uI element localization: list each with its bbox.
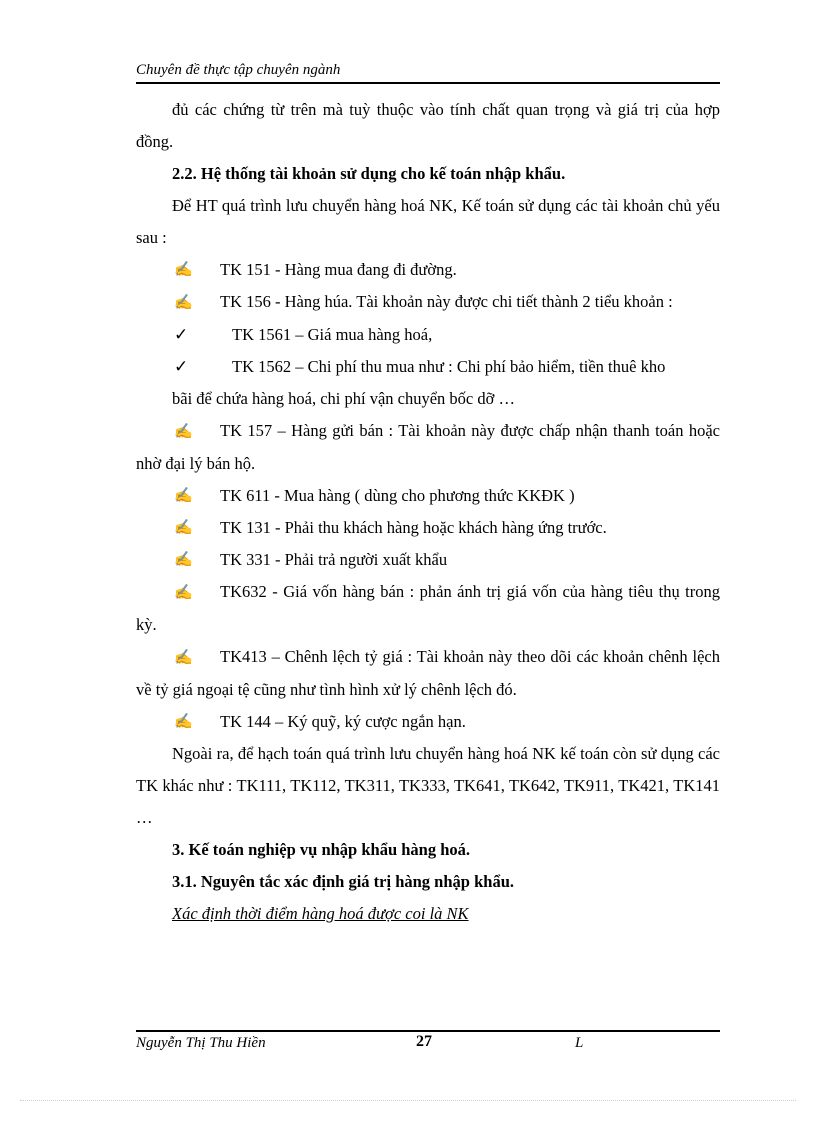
writing-hand-icon: ✍ <box>174 424 193 440</box>
writing-hand-icon: ✍ <box>174 650 193 666</box>
checkmark-icon: ✓ <box>174 357 189 376</box>
page-number: 27 <box>416 1033 432 1050</box>
list-item <box>136 544 720 576</box>
list-item-text: TK413 – Chênh lệch tỷ giá : Tài khoản này theo dõi các khoản chênh lệch về tỷ giá ngoại tệ cũng như tình hình xử lý chênh lệch đó. <box>136 647 720 699</box>
writing-hand-icon: ✍ <box>174 295 193 311</box>
list-item-text: TK632 - Giá vốn hàng bán : phản ánh trị giá vốn của hàng tiêu thụ trong kỳ. <box>136 582 720 634</box>
list-item <box>136 254 720 286</box>
sub-list-item <box>136 319 720 351</box>
writing-hand-icon: ✍ <box>174 552 193 568</box>
section-heading-3: 3. Kế toán nghiệp vụ nhập khẩu hàng hoá. <box>172 840 471 859</box>
sub-list-item-text: TK 1561 – Giá mua hàng hoá, <box>232 325 433 344</box>
writing-hand-icon: ✍ <box>174 262 193 278</box>
footer-author: Nguyễn Thị Thu Hiền <box>136 1035 266 1051</box>
writing-hand-icon: ✍ <box>174 585 193 601</box>
paragraph: đủ các chứng từ trên mà tuỳ thuộc vào tính chất quan trọng và giá trị của hợp đồng. <box>136 100 720 151</box>
list-item-text: TK 156 - Hàng húa. Tài khoản này được chi tiết thành 2 tiểu khoản : <box>220 292 673 311</box>
paragraph-continuation: bãi để chứa hàng hoá, chi phí vận chuyển bốc dỡ … <box>172 389 515 408</box>
subheading-underlined: Xác định thời điểm hàng hoá được coi là NK <box>172 904 469 923</box>
section-heading-3-1: 3.1. Nguyên tắc xác định giá trị hàng nhập khẩu. <box>172 872 514 891</box>
page-bottom-border <box>20 1100 796 1101</box>
list-item-text: TK 144 – Ký quỹ, ký cược ngắn hạn. <box>220 712 466 731</box>
footer-rule <box>136 1030 720 1032</box>
list-item <box>136 512 720 544</box>
list-item <box>136 641 720 706</box>
list-item-text: TK 611 - Mua hàng ( dùng cho phương thức KKĐK ) <box>220 486 575 505</box>
sub-list-item-text: TK 1562 – Chi phí thu mua như : Chi phí bảo hiểm, tiền thuê kho <box>232 357 666 376</box>
list-item <box>136 480 720 512</box>
paragraph: Ngoài ra, để hạch toán quá trình lưu chuyển hàng hoá NK kế toán còn sử dụng các TK khác như : TK111, TK112, TK311, TK333, TK641, TK642, TK911, TK421, TK141 … <box>136 744 720 827</box>
sub-list-item <box>136 351 720 383</box>
checkmark-icon: ✓ <box>174 325 189 344</box>
list-item <box>136 286 720 319</box>
list-item-text: TK 151 - Hàng mua đang đi đường. <box>220 260 457 279</box>
list-item-text: TK 331 - Phải trả người xuất khẩu <box>220 550 448 569</box>
paragraph: Để HT quá trình lưu chuyển hàng hoá NK, Kế toán sử dụng các tài khoản chủ yếu sau : <box>136 196 720 247</box>
list-item <box>136 706 720 738</box>
writing-hand-icon: ✍ <box>174 488 193 504</box>
running-header: Chuyên đề thực tập chuyên ngành <box>136 62 341 78</box>
list-item-text: TK 131 - Phải thu khách hàng hoặc khách hàng ứng trước. <box>220 518 607 537</box>
list-item-text: TK 157 – Hàng gửi bán : Tài khoản này được chấp nhận thanh toán hoặc nhờ đại lý bán hộ. <box>136 421 720 473</box>
list-item <box>136 576 720 641</box>
footer-mark: L <box>575 1035 584 1051</box>
header-rule <box>136 82 720 84</box>
writing-hand-icon: ✍ <box>174 520 193 536</box>
list-item <box>136 415 720 480</box>
section-heading-2-2: 2.2. Hệ thống tài khoản sử dụng cho kế toán nhập khẩu. <box>172 164 566 183</box>
page-body <box>136 94 720 930</box>
writing-hand-icon: ✍ <box>174 714 193 730</box>
